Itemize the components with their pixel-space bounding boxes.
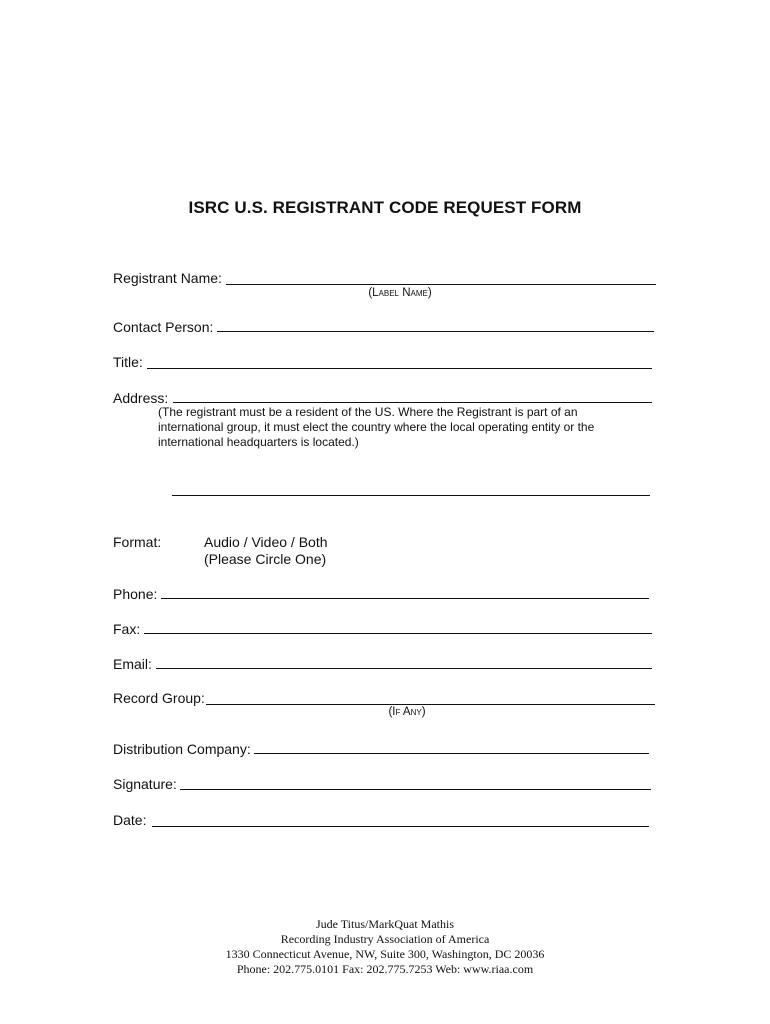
footer-phone-fax-web: Phone: 202.775.0101 Fax: 202.775.7253 Web: www.riaa.com bbox=[236, 962, 534, 976]
distribution-company-field[interactable] bbox=[254, 753, 649, 754]
footer-contact-names: Jude Titus/MarkQuat Mathis bbox=[315, 917, 454, 931]
format-label: Format: bbox=[113, 534, 162, 550]
signature-label: Signature: bbox=[113, 776, 177, 792]
phone-label: Phone: bbox=[113, 586, 158, 602]
distribution-company-label: Distribution Company: bbox=[113, 741, 251, 757]
footer-organization: Recording Industry Association of America bbox=[280, 932, 490, 946]
registrant-name-sublabel: (Label Name) bbox=[368, 287, 432, 299]
registrant-name-field[interactable] bbox=[226, 284, 656, 285]
record-group-sublabel: (If Any) bbox=[388, 706, 426, 718]
address-field-line-2[interactable] bbox=[172, 495, 650, 496]
address-residency-note bbox=[158, 405, 638, 450]
email-label: Email: bbox=[113, 656, 152, 672]
record-group-field[interactable] bbox=[206, 704, 655, 705]
address-note-line: international group, it must elect the country where the local operating entity or the bbox=[158, 420, 595, 434]
form-title: ISRC U.S. REGISTRANT CODE REQUEST FORM bbox=[188, 198, 582, 217]
fax-field[interactable] bbox=[144, 633, 652, 634]
registrant-name-label: Registrant Name: bbox=[113, 270, 222, 286]
footer-address: 1330 Connecticut Avenue, NW, Suite 300, Washington, DC 20036 bbox=[225, 947, 545, 961]
signature-field[interactable] bbox=[180, 789, 651, 790]
date-label: Date: bbox=[113, 812, 147, 828]
address-field-line-1[interactable] bbox=[173, 402, 652, 403]
title-label: Title: bbox=[113, 354, 143, 370]
fax-label: Fax: bbox=[113, 621, 141, 637]
contact-person-label: Contact Person: bbox=[113, 319, 214, 335]
format-instruction: (Please Circle One) bbox=[204, 551, 327, 567]
date-field[interactable] bbox=[152, 826, 649, 827]
address-note-line: international headquarters is located.) bbox=[158, 435, 359, 449]
record-group-label: Record Group: bbox=[113, 690, 205, 706]
email-field[interactable] bbox=[156, 668, 652, 669]
contact-footer bbox=[0, 917, 770, 977]
phone-field[interactable] bbox=[161, 598, 649, 599]
format-options[interactable]: Audio / Video / Both bbox=[204, 534, 328, 550]
title-field[interactable] bbox=[147, 368, 652, 369]
address-label: Address: bbox=[113, 390, 169, 406]
contact-person-field[interactable] bbox=[217, 331, 654, 332]
address-note-line: (The registrant must be a resident of the US. Where the Registrant is part of an bbox=[158, 405, 578, 419]
